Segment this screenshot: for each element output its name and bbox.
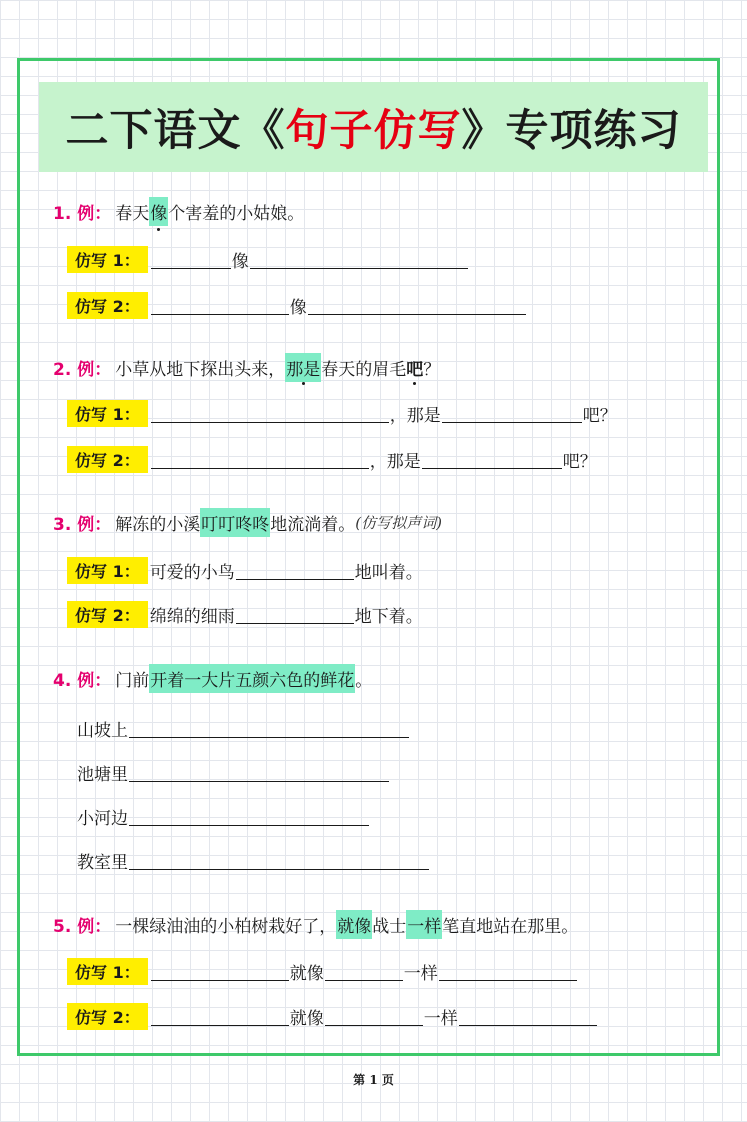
- title-highlight: 句子仿写: [285, 105, 462, 156]
- q3-example: [53, 508, 442, 536]
- q5-ex-keyword1: 就像: [336, 910, 372, 939]
- answer-blank[interactable]: [250, 250, 468, 269]
- q5-f1-text1: 就像: [289, 963, 324, 984]
- q3-f2-text2: 地下着。: [354, 606, 423, 627]
- q3-ex-note: (仿写拟声词): [355, 513, 442, 532]
- q5-f1-text2: 一样: [403, 963, 438, 984]
- q2-imitation-2: [67, 445, 597, 473]
- q2-f1-label: 仿写 1：: [67, 400, 148, 427]
- q1-f2-label: 仿写 2：: [67, 292, 148, 319]
- q1-imitation-1: [67, 245, 469, 273]
- q4-ex-text2: 。: [355, 670, 373, 691]
- q2-ex-text1: 小草从地下探出头来，: [115, 359, 286, 380]
- answer-blank[interactable]: [442, 404, 582, 423]
- answer-blank[interactable]: [325, 962, 403, 981]
- answer-blank[interactable]: [129, 719, 409, 738]
- q4-ex-text1: 门前: [115, 670, 150, 691]
- q3-ex-keyword: 叮叮咚咚: [200, 508, 270, 537]
- q4-place-4: 教室里: [77, 852, 128, 873]
- q4-place-2: 池塘里: [77, 764, 128, 785]
- q4-line-1: [77, 714, 410, 742]
- answer-blank[interactable]: [325, 1007, 423, 1026]
- q3-imitation-2: [67, 600, 423, 628]
- q1-f1-label: 仿写 1：: [67, 246, 148, 273]
- answer-blank[interactable]: [151, 1007, 289, 1026]
- q2-ex-keyword1-text: 那是: [286, 359, 321, 380]
- title-part1: 二下语文《: [65, 105, 286, 156]
- q3-ex-text1: 解冻的小溪: [115, 514, 201, 535]
- q1-f1-text: 像: [231, 251, 249, 272]
- answer-blank[interactable]: [236, 561, 354, 580]
- q2-f2-text2: 吧？: [562, 451, 597, 472]
- q5-f2-label: 仿写 2：: [67, 1003, 148, 1030]
- q2-example: [53, 353, 440, 381]
- answer-blank[interactable]: [151, 404, 389, 423]
- q3-ex-text2: 地流淌着。: [270, 514, 356, 535]
- q1-ex-keyword: 像: [149, 197, 168, 226]
- q1-ex-text1: 春天: [115, 203, 150, 224]
- q1-example: [53, 197, 304, 225]
- q3-f1-text1: 可爱的小鸟: [149, 562, 235, 583]
- q2-imitation-1: [67, 399, 617, 427]
- q3-number: 3. 例：: [53, 514, 112, 535]
- q2-ex-keyword2: 吧: [406, 355, 423, 380]
- answer-blank[interactable]: [422, 450, 562, 469]
- q5-example: [53, 910, 578, 938]
- answer-blank[interactable]: [151, 296, 289, 315]
- q3-f2-label: 仿写 2：: [67, 601, 148, 628]
- q2-number: 2. 例：: [53, 359, 112, 380]
- q5-imitation-2: [67, 1002, 598, 1030]
- answer-blank[interactable]: [459, 1007, 597, 1026]
- q4-ex-keyword: 开着一大片五颜六色的鲜花: [149, 664, 355, 693]
- q1-imitation-2: [67, 291, 527, 319]
- q3-f2-text1: 绵绵的细雨: [149, 606, 235, 627]
- q4-line-3: [77, 802, 370, 830]
- q5-f2-text1: 就像: [289, 1008, 324, 1029]
- answer-blank[interactable]: [129, 807, 369, 826]
- answer-blank[interactable]: [129, 763, 389, 782]
- q3-f1-label: 仿写 1：: [67, 557, 148, 584]
- q5-number: 5. 例：: [53, 916, 112, 937]
- q4-example: [53, 664, 372, 692]
- q2-f2-label: 仿写 2：: [67, 446, 148, 473]
- q5-imitation-1: [67, 957, 578, 985]
- answer-blank[interactable]: [308, 296, 526, 315]
- q3-imitation-1: [67, 556, 423, 584]
- q3-f1-text2: 地叫着。: [354, 562, 423, 583]
- answer-blank[interactable]: [151, 250, 231, 269]
- q4-place-3: 小河边: [77, 808, 128, 829]
- q5-ex-keyword2: 一样: [406, 910, 442, 939]
- q2-ex-keyword1: [285, 353, 321, 382]
- q4-place-1: 山坡上: [77, 720, 128, 741]
- q5-ex-text3: 笔直地站在那里。: [442, 916, 579, 937]
- answer-blank[interactable]: [151, 450, 369, 469]
- answer-blank[interactable]: [129, 851, 429, 870]
- title-part2: 》专项练习: [461, 105, 682, 156]
- q5-ex-text2: 战士: [372, 916, 407, 937]
- q5-f1-label: 仿写 1：: [67, 958, 148, 985]
- q2-f1-text2: 吧？: [582, 405, 617, 426]
- q1-ex-text2: 个害羞的小姑娘。: [168, 203, 305, 224]
- q2-ex-text3: ？: [423, 359, 441, 380]
- q4-number: 4. 例：: [53, 670, 112, 691]
- q2-f2-text1: ，那是: [369, 451, 421, 472]
- page-title: [39, 82, 708, 172]
- answer-blank[interactable]: [151, 962, 289, 981]
- q5-ex-text1: 一棵绿油油的小柏树栽好了，: [115, 916, 337, 937]
- page-footer: 第 1 页: [353, 1073, 394, 1087]
- answer-blank[interactable]: [439, 962, 577, 981]
- answer-blank[interactable]: [236, 605, 354, 624]
- q5-f2-text2: 一样: [423, 1008, 458, 1029]
- q2-f1-text1: ，那是: [389, 405, 441, 426]
- q4-line-2: [77, 758, 390, 786]
- q1-number: 1. 例：: [53, 203, 112, 224]
- q1-f2-text: 像: [289, 297, 307, 318]
- q4-line-4: [77, 846, 430, 874]
- q2-ex-text2: 春天的眉毛: [321, 359, 407, 380]
